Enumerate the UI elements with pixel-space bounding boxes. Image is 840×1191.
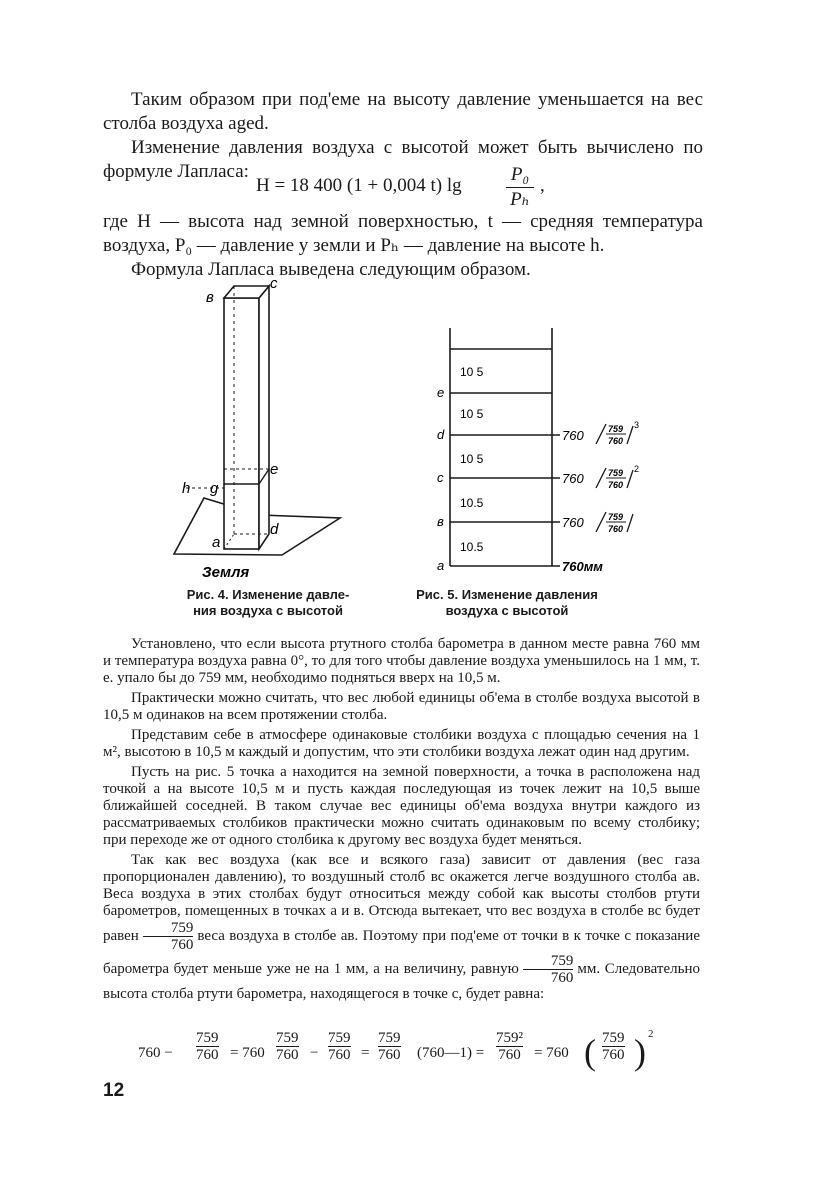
page-number: 12 xyxy=(103,1080,125,1101)
figure-5-caption-line-2: воздуха с высотой xyxy=(445,603,569,618)
eq-frac-5-den: 760 xyxy=(498,1047,521,1063)
eq-frac-5-num: 759² xyxy=(496,1030,523,1046)
eq-term-6: = 760 xyxy=(534,1045,569,1061)
air-column-front xyxy=(224,298,259,549)
inline-fraction-1-num: 759 xyxy=(170,920,194,936)
body-paragraph-5 xyxy=(103,852,700,1003)
eq-frac-6-num: 759 xyxy=(602,1030,625,1046)
formula-denominator: Pₕ xyxy=(510,189,530,210)
eq-frac-4-num: 759 xyxy=(378,1030,401,1046)
eq-frac-6-den: 760 xyxy=(602,1047,625,1063)
eq-frac-4-den: 760 xyxy=(378,1047,401,1063)
pressure-c-base: 760 xyxy=(562,471,584,486)
eq-frac-2-num: 759 xyxy=(276,1030,299,1046)
eq-frac-2-den: 760 xyxy=(276,1047,299,1063)
body-paragraph-5-part-a: Так как вес воздуха (как все и всякого газа) зависит от давления (вес газа пропорционален давлению), то воздушный столб вс окажется легче воздушного столба ав. Веса воздуха в этих столбах будут относиться между собой как высоты столбов ртути барометров, помещенных в точках a и в. Отсюда вытекает, что вес воздуха в столбе вс будет равен xyxy=(103,852,700,944)
derivation-intro: Формула Лапласа выведена следующим образом. xyxy=(131,259,531,280)
pressure-b-paren xyxy=(596,512,606,532)
eq-term-3: − xyxy=(310,1045,319,1061)
pressure-c-paren-2 xyxy=(627,470,633,488)
fraction-bar xyxy=(506,187,534,188)
eq-term-1: 760 − xyxy=(138,1045,173,1061)
body-paragraph-1: Установлено, что если высота ртутного столба барометра в данном месте равна 760 мм и температура воздуха равна 0°, то для того чтобы давление воздуха уменьшилось на 1 мм, т. е. упало бы до 759 мм, необходимо подняться вверх на 10,5 м. xyxy=(103,636,700,686)
inline-fraction-2-den: 760 xyxy=(550,970,574,986)
pressure-b-base: 760 xyxy=(562,515,584,530)
pressure-a: 760мм xyxy=(562,559,603,574)
eq-frac-1-den: 760 xyxy=(196,1047,219,1063)
label-a: a xyxy=(437,558,445,573)
body-paragraph-5-part-b: веса воздуха в столбе ав. Поэтому при под'еме от точки в к точке c показание барометра будет меньше уже не на 1 мм, а на величину, равную xyxy=(103,927,700,977)
label-b: в xyxy=(206,289,214,306)
eq-exponent: 2 xyxy=(648,1028,654,1040)
label-e: e xyxy=(437,385,445,400)
figure-4-caption-line-1: Рис. 4. Изменение давле- xyxy=(186,587,350,602)
figure-5-caption-line-1: Рис. 5. Изменение давления xyxy=(416,587,598,602)
cell-5: 10.5 xyxy=(460,540,484,554)
intro-paragraph-1: Таким образом при под'еме на высоту давление уменьшается на вес столба воздуха aged. xyxy=(103,89,703,134)
eq-frac-4 xyxy=(378,1030,401,1063)
pressure-b-paren-2 xyxy=(627,514,633,532)
eq-frac-2 xyxy=(276,1030,299,1063)
body-paragraph-2: Практически можно считать, что вес любой единицы об'ема в столбе воздуха высотой в 10,5 м одинаков на всем протяжении столба. xyxy=(103,690,700,723)
eq-paren-open: ( xyxy=(584,1032,596,1072)
eq-frac-1-num: 759 xyxy=(196,1030,219,1046)
figure-4-caption xyxy=(168,587,368,619)
cell-1: 10 5 xyxy=(460,365,484,379)
inline-fraction-2-num: 759 xyxy=(550,953,574,969)
body-paragraph-4: Пусть на рис. 5 точка a находится на земной поверхности, а точка в расположена над точкой a на высоте 10,5 м и пусть каждая последующая из точек лежит на 10,5 выше ближайшей соседней. В таком случае вес единицы об'ема воздуха внутри каждого из рассматриваемых столбиков практически можно считать одинаковым по всему столбику; при переходе же от одного столбика к другому вес воздуха будет меняться. xyxy=(103,764,700,848)
pressure-c-paren xyxy=(596,468,606,488)
pressure-d-paren xyxy=(596,424,606,444)
eq-frac-3 xyxy=(328,1030,351,1063)
label-g: g xyxy=(210,480,219,497)
eq-term-2: = 760 xyxy=(230,1045,265,1061)
inline-fraction-1 xyxy=(143,920,194,953)
eq-term-5: (760—1) = xyxy=(417,1045,485,1061)
cell-2: 10 5 xyxy=(460,407,484,421)
where-paragraph: где H — высота над земной поверхностью, t — средняя температура воздуха, P₀ — давление у земли и Pₕ — давление на высоте h. xyxy=(103,211,703,256)
pressure-d-den: 760 xyxy=(608,436,624,446)
figure-5-drawing xyxy=(428,328,688,578)
cell-4: 10.5 xyxy=(460,496,484,510)
inline-fraction-2 xyxy=(523,953,574,986)
figure-5 xyxy=(428,328,688,578)
eq-frac-6 xyxy=(602,1030,625,1063)
formula-comma: , xyxy=(540,175,545,196)
label-e: e xyxy=(270,461,279,478)
pressure-c-num: 759 xyxy=(608,468,624,478)
intro-paragraph-2: Изменение давления воздуха с высотой может быть вычислено по формуле Лапласа: xyxy=(103,137,703,182)
pressure-d-paren-2 xyxy=(627,426,633,444)
label-a: a xyxy=(212,534,221,551)
label-c: c xyxy=(270,275,278,292)
pressure-d-exp: 3 xyxy=(634,420,640,430)
eq-paren-close: ) xyxy=(634,1032,646,1072)
pressure-c-exp: 2 xyxy=(634,464,640,474)
label-b: в xyxy=(437,514,444,529)
eq-frac-3-num: 759 xyxy=(328,1030,351,1046)
figure-4-drawing xyxy=(160,272,400,582)
air-column-side xyxy=(259,286,269,549)
label-h: h xyxy=(182,480,191,497)
eq-frac-3-den: 760 xyxy=(328,1047,351,1063)
eq-frac-1 xyxy=(196,1030,219,1063)
label-c: c xyxy=(437,470,444,485)
formula-numerator: P₀ xyxy=(510,164,530,185)
formula-lhs: H = 18 400 (1 + 0,004 t) lg xyxy=(256,175,462,196)
pressure-d-num: 759 xyxy=(608,424,624,434)
cell-3: 10 5 xyxy=(460,452,484,466)
figure-4 xyxy=(160,272,400,582)
label-d: d xyxy=(437,427,445,442)
final-equation xyxy=(138,1030,698,1078)
pressure-b-num: 759 xyxy=(608,512,624,522)
label-d: d xyxy=(270,521,279,538)
eq-term-4: = xyxy=(361,1045,370,1061)
pressure-d-base: 760 xyxy=(562,428,584,443)
figure-5-caption xyxy=(392,587,622,619)
figure-4-caption-line-2: ния воздуха с высотой xyxy=(193,603,343,618)
label-earth: Земля xyxy=(202,564,250,581)
body-text xyxy=(103,636,700,1006)
pressure-c-den: 760 xyxy=(608,480,624,490)
laplace-formula xyxy=(256,164,596,214)
body-paragraph-3: Представим себе в атмосфере одинаковые столбики воздуха с площадью сечения на 1 м², высотою в 10,5 м каждый и допустим, что эти столбики воздуха лежат один над другим. xyxy=(103,727,700,760)
eq-frac-5 xyxy=(496,1030,523,1063)
formula-fraction xyxy=(502,164,538,211)
inline-fraction-1-den: 760 xyxy=(170,937,194,953)
pressure-b-den: 760 xyxy=(608,524,624,534)
body-paragraph-5-part-c: мм. Следовательно высота столба ртути барометра, находящегося в точке c, будет равна: xyxy=(103,960,700,1002)
